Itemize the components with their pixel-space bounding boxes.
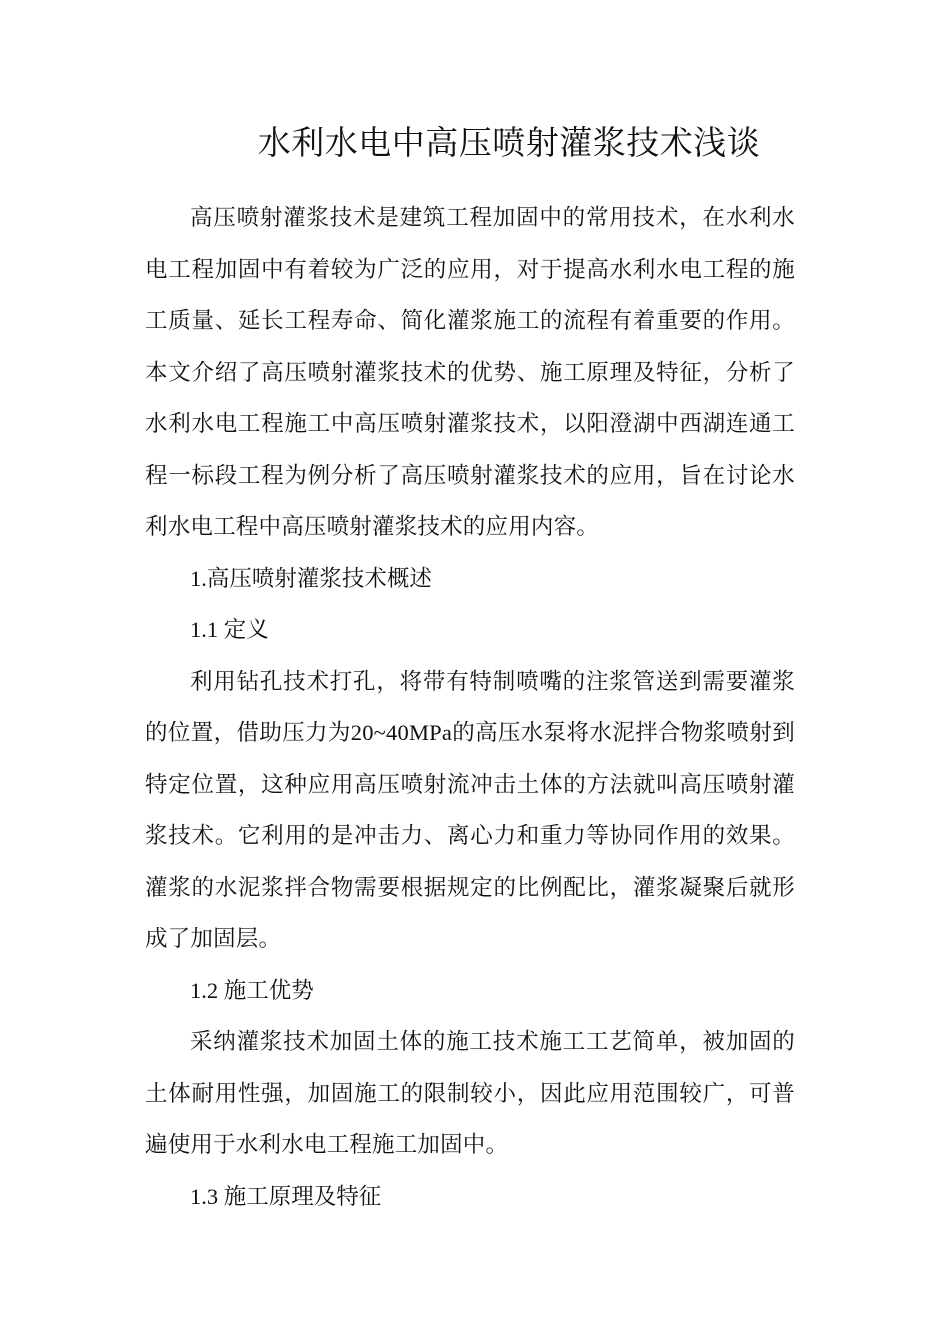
section-heading-1: 1.高压喷射灌浆技术概述 [190,565,432,591]
subsection-heading-1-1: 1.1 定义 [190,617,269,642]
document-title: 水利水电中高压喷射灌浆技术浅谈 [257,126,761,162]
subsection-heading-1-2: 1.2 施工优势 [190,977,314,1003]
advantage-paragraph: 采纳灌浆技术加固土体的施工技术施工工艺简单，被加固的土体耐用性强，加固施工的限制较小，因此应用范围较广，可普遍使用于水利水电工程施工加固中。 [145,1029,795,1157]
subsection-heading-1-3: 1.3 施工原理及特征 [190,1183,382,1209]
document-body [145,192,795,1222]
intro-paragraph: 高压喷射灌浆技术是建筑工程加固中的常用技术，在水利水电工程加固中有着较为广泛的应用，对于提高水利水电工程的施工质量、延长工程寿命、简化灌浆施工的流程有着重要的作用。本文介绍了高压喷射灌浆技术的优势、施工原理及特征，分析了水利水电工程施工中高压喷射灌浆技术，以阳澄湖中西湖连通工程一标段工程为例分析了高压喷射灌浆技术的应用，旨在讨论水利水电工程中高压喷射灌浆技术的应用内容。 [145,205,795,539]
definition-paragraph: 利用钻孔技术打孔，将带有特制喷嘴的注浆管送到需要灌浆的位置，借助压力为20~40MPa的高压水泵将水泥拌合物浆喷射到特定位置，这种应用高压喷射流冲击土体的方法就叫高压喷射灌浆技术。它利用的是冲击力、离心力和重力等协同作用的效果。灌浆的水泥浆拌合物需要根据规定的比例配比，灌浆凝聚后就形成了加固层。 [145,668,795,951]
